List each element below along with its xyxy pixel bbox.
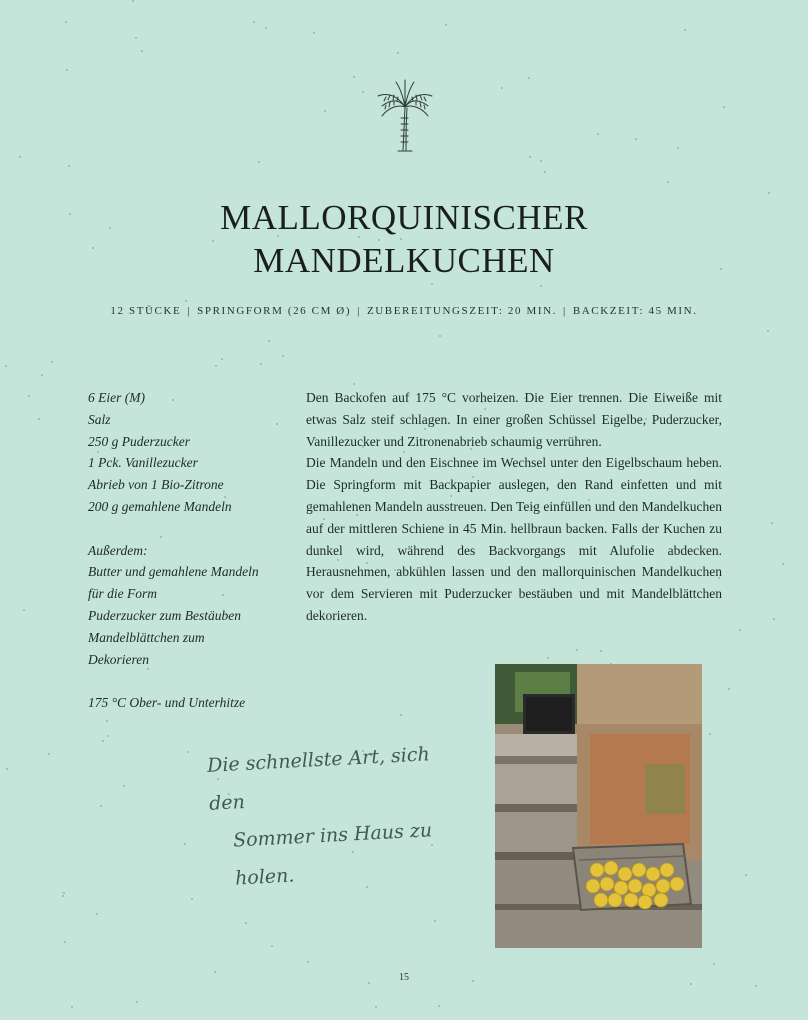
paper-speck: [439, 335, 441, 337]
paper-speck: [576, 649, 578, 651]
paper-speck: [773, 618, 775, 620]
instructions: [306, 387, 722, 627]
photo-illustration: [495, 664, 702, 948]
paper-speck: [41, 374, 43, 376]
paper-speck: [123, 785, 125, 787]
paper-speck: [438, 1005, 440, 1007]
ingredient-item: Butter und gemahlene Mandeln: [88, 564, 259, 580]
paper-speck: [723, 106, 725, 108]
paper-speck: [400, 714, 402, 716]
paper-speck: [600, 650, 602, 652]
paper-speck: [187, 751, 189, 753]
handwritten-quote: [206, 733, 474, 898]
paper-speck: [431, 283, 433, 285]
ingredient-item: Puderzucker zum Bestäuben: [88, 607, 241, 623]
paper-speck: [755, 985, 757, 987]
paper-speck: [709, 733, 711, 735]
paper-speck: [745, 874, 747, 876]
instruction-paragraph: Die Mandeln und den Eischnee im Wechsel unter den Eigelbschaum heben. Die Springform mit Backpapier auslegen, den Rand einfetten und mit gemahlenen Mandeln ausstreuen. Den Teig einfüllen und den Mandelkuchen auf der mittleren Schiene in 45 Min. hellbraun backen. Falls der Kuchen zu dunkel wird, während des Backvorgangs mit Alufolie abdecken. Herausnehmen, abkühlen lassen und den mallorquinischen Mandelkuchen vor dem Servieren mit Puderzucker bestäuben und mit Mandelblättchen dekorieren.: [306, 455, 722, 623]
paper-speck: [547, 657, 549, 659]
paper-speck: [597, 133, 599, 135]
meta-prep-time: ZUBEREITUNGSZEIT: 20 MIN.: [366, 305, 558, 317]
paper-speck: [185, 300, 187, 302]
paper-speck: [68, 165, 70, 167]
paper-speck: [107, 735, 109, 737]
ingredient-item: 250 g Puderzucker: [88, 433, 190, 449]
paper-speck: [307, 961, 309, 963]
paper-speck: [768, 192, 770, 194]
paper-speck: [48, 753, 50, 755]
paper-speck: [353, 383, 355, 385]
ingredient-item: für die Form: [88, 586, 157, 602]
quote-line2: Sommer ins Haus zu holen.: [232, 819, 433, 890]
paper-speck: [324, 110, 326, 112]
paper-speck: [667, 181, 669, 183]
paper-speck: [5, 365, 7, 367]
ingredient-item: 6 Eier (M): [88, 390, 145, 405]
paper-speck: [677, 147, 679, 149]
paper-speck: [782, 563, 784, 565]
meta-separator: |: [563, 305, 567, 317]
lemon-basket-photo: [495, 664, 702, 948]
paper-speck: [353, 76, 355, 78]
paper-speck: [397, 52, 399, 54]
oven-setting: 175 °C Ober- und Unterhitze: [88, 695, 246, 711]
quote-line1: Die schnellste Art, sich den: [206, 743, 431, 815]
paper-speck: [106, 720, 108, 722]
paper-speck: [767, 330, 769, 332]
paper-speck: [528, 77, 530, 79]
recipe-title-line1: MALLORQUINISCHER: [220, 198, 588, 237]
paper-speck: [540, 285, 542, 287]
paper-speck: [96, 913, 98, 915]
paper-speck: [282, 355, 284, 357]
paper-speck: [728, 688, 730, 690]
meta-separator: |: [187, 305, 192, 317]
paper-speck: [544, 171, 546, 173]
meta-separator: |: [357, 305, 361, 317]
paper-speck: [191, 898, 193, 900]
recipe-meta: [0, 305, 808, 317]
paper-speck: [501, 87, 503, 89]
paper-speck: [635, 138, 637, 140]
extra-ingredients-heading: Außerdem:: [88, 542, 148, 558]
recipe-title-line2: MANDELKUCHEN: [253, 241, 555, 280]
paper-speck: [260, 363, 262, 365]
ingredient-item: Mandelblättchen zum: [88, 629, 205, 645]
paper-speck: [221, 358, 223, 360]
paper-speck: [445, 24, 447, 26]
ingredient-item: Salz: [88, 411, 111, 427]
paper-speck: [529, 156, 531, 158]
paper-speck: [23, 609, 25, 611]
paper-speck: [690, 983, 692, 985]
paper-speck: [771, 522, 773, 524]
page-number: 15: [399, 972, 409, 983]
paper-speck: [434, 920, 436, 922]
ingredient-item: Abrieb von 1 Bio-Zitrone: [88, 477, 224, 493]
instruction-paragraph: Den Backofen auf 175 °C vorheizen. Die Eier trennen. Die Eiweiße mit etwas Salz steif schlagen. In einer großen Schüssel Eigelbe, Puderzucker, Vanillezucker und Zitronenabrieb schaumig verrühren.: [306, 390, 722, 449]
paper-speck: [362, 91, 364, 93]
paper-speck: [51, 361, 53, 363]
meta-servings: 12 STÜCKE: [110, 305, 182, 317]
palm-tree-icon: [374, 78, 436, 154]
paper-speck: [375, 1006, 377, 1008]
ingredient-list: [88, 387, 293, 714]
paper-speck: [253, 21, 255, 23]
paper-speck: [63, 892, 65, 894]
paper-speck: [184, 843, 186, 845]
ingredient-item: Dekorieren: [88, 651, 149, 667]
paper-speck: [313, 32, 315, 34]
paper-speck: [65, 21, 67, 23]
paper-speck: [713, 963, 715, 965]
paper-speck: [540, 160, 542, 162]
paper-speck: [6, 768, 8, 770]
paper-speck: [38, 418, 40, 420]
paper-speck: [739, 629, 741, 631]
meta-pan: SPRINGFORM (26 CM Ø): [197, 305, 352, 317]
ingredient-item: 1 Pck. Vanillezucker: [88, 455, 198, 471]
paper-speck: [215, 365, 217, 367]
paper-speck: [245, 922, 247, 924]
paper-speck: [66, 69, 68, 71]
paper-speck: [64, 941, 66, 943]
paper-speck: [271, 945, 273, 947]
paper-speck: [135, 37, 137, 39]
paper-speck: [400, 238, 402, 240]
meta-bake-time: BACKZEIT: 45 MIN.: [572, 305, 698, 317]
paper-speck: [258, 161, 260, 163]
paper-speck: [62, 895, 64, 897]
paper-speck: [141, 50, 143, 52]
ingredient-item: 200 g gemahlene Mandeln: [88, 498, 232, 514]
paper-speck: [132, 0, 134, 2]
paper-speck: [268, 340, 270, 342]
paper-speck: [19, 156, 21, 158]
paper-speck: [265, 27, 267, 29]
paper-speck: [102, 740, 104, 742]
paper-speck: [684, 29, 686, 31]
paper-speck: [71, 1006, 73, 1008]
paper-speck: [136, 1001, 138, 1003]
paper-speck: [28, 395, 30, 397]
paper-speck: [100, 805, 102, 807]
